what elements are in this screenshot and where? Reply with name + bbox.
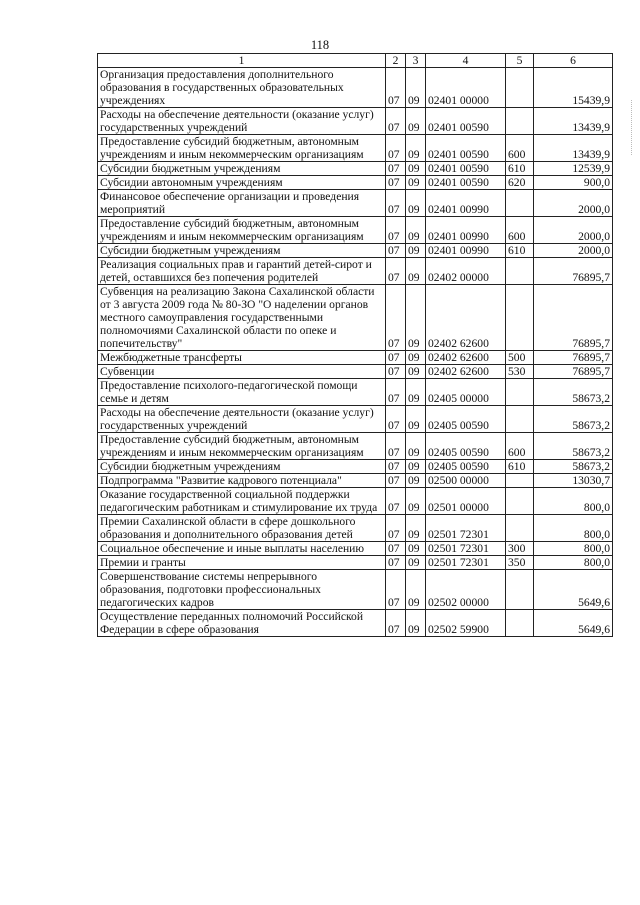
cell-c6: 2000,0 — [534, 244, 613, 258]
table-row — [98, 217, 613, 244]
cell-c5: 610 — [506, 162, 534, 176]
cell-c6: 5649,6 — [534, 610, 613, 637]
table-row — [98, 68, 613, 108]
cell-c3: 09 — [406, 190, 426, 217]
cell-name: Субвенция на реализацию Закона Сахалинской области от 3 августа 2009 года № 80-ЗО "О наделении органов местного самоуправления государственными полномочиями Сахалинской области по опеке и попечительству" — [98, 285, 386, 351]
table-row — [98, 610, 613, 637]
cell-c6: 76895,7 — [534, 351, 613, 365]
cell-c2: 07 — [386, 406, 406, 433]
cell-c3: 09 — [406, 474, 426, 488]
cell-name: Финансовое обеспечение организации и проведения мероприятий — [98, 190, 386, 217]
table-row — [98, 162, 613, 176]
table-row — [98, 176, 613, 190]
table-row — [98, 379, 613, 406]
cell-c5: 600 — [506, 217, 534, 244]
cell-c2: 07 — [386, 285, 406, 351]
cell-name: Субсидии автономным учреждениям — [98, 176, 386, 190]
cell-c4: 02401 00990 — [426, 244, 506, 258]
cell-c4: 02502 59900 — [426, 610, 506, 637]
cell-name: Подпрограмма "Развитие кадрового потенциала" — [98, 474, 386, 488]
cell-name: Предоставление субсидий бюджетным, автономным учреждениям и иным некоммерческим организациям — [98, 217, 386, 244]
cell-c5: 610 — [506, 244, 534, 258]
cell-c5 — [506, 379, 534, 406]
table-row — [98, 135, 613, 162]
column-header-4: 4 — [426, 54, 506, 68]
cell-c2: 07 — [386, 515, 406, 542]
cell-c3: 09 — [406, 379, 426, 406]
table-row — [98, 556, 613, 570]
cell-c5: 600 — [506, 433, 534, 460]
cell-c4: 02401 00990 — [426, 217, 506, 244]
cell-c2: 07 — [386, 570, 406, 610]
table-row — [98, 244, 613, 258]
column-header-1: 1 — [98, 54, 386, 68]
cell-c5: 620 — [506, 176, 534, 190]
cell-name: Премии и гранты — [98, 556, 386, 570]
cell-c4: 02501 72301 — [426, 556, 506, 570]
cell-c2: 07 — [386, 610, 406, 637]
cell-name: Субсидии бюджетным учреждениям — [98, 460, 386, 474]
cell-c2: 07 — [386, 176, 406, 190]
column-header-3: 3 — [406, 54, 426, 68]
cell-c3: 09 — [406, 108, 426, 135]
cell-name: Предоставление субсидий бюджетным, автономным учреждениям и иным некоммерческим организациям — [98, 433, 386, 460]
column-header-5: 5 — [506, 54, 534, 68]
cell-c2: 07 — [386, 379, 406, 406]
table-row — [98, 406, 613, 433]
cell-c4: 02401 00000 — [426, 68, 506, 108]
cell-c6: 13439,9 — [534, 108, 613, 135]
cell-c6: 13030,7 — [534, 474, 613, 488]
cell-c5 — [506, 515, 534, 542]
cell-c6: 15439,9 — [534, 68, 613, 108]
cell-c4: 02405 00590 — [426, 460, 506, 474]
cell-c2: 07 — [386, 556, 406, 570]
cell-c5: 500 — [506, 351, 534, 365]
cell-name: Организация предоставления дополнительного образования в государственных образовательных учреждениях — [98, 68, 386, 108]
cell-c6: 76895,7 — [534, 258, 613, 285]
cell-c6: 58673,2 — [534, 433, 613, 460]
cell-c2: 07 — [386, 488, 406, 515]
cell-c3: 09 — [406, 433, 426, 460]
cell-c5: 350 — [506, 556, 534, 570]
cell-c2: 07 — [386, 108, 406, 135]
cell-c2: 07 — [386, 217, 406, 244]
cell-c3: 09 — [406, 556, 426, 570]
cell-c5 — [506, 190, 534, 217]
cell-c4: 02402 62600 — [426, 351, 506, 365]
cell-c6: 800,0 — [534, 515, 613, 542]
cell-c3: 09 — [406, 258, 426, 285]
cell-c6: 2000,0 — [534, 190, 613, 217]
table-row — [98, 108, 613, 135]
cell-c4: 02402 00000 — [426, 258, 506, 285]
cell-c2: 07 — [386, 365, 406, 379]
cell-name: Субвенции — [98, 365, 386, 379]
cell-c5 — [506, 406, 534, 433]
cell-name: Оказание государственной социальной поддержки педагогическим работникам и стимулирование их труда — [98, 488, 386, 515]
cell-c5: 610 — [506, 460, 534, 474]
cell-c2: 07 — [386, 135, 406, 162]
table-row — [98, 285, 613, 351]
cell-c2: 07 — [386, 433, 406, 460]
cell-c3: 09 — [406, 406, 426, 433]
column-header-2: 2 — [386, 54, 406, 68]
cell-c4: 02502 00000 — [426, 570, 506, 610]
cell-c6: 13439,9 — [534, 135, 613, 162]
cell-c4: 02401 00990 — [426, 190, 506, 217]
cell-c4: 02501 72301 — [426, 542, 506, 556]
cell-c2: 07 — [386, 474, 406, 488]
cell-c4: 02401 00590 — [426, 108, 506, 135]
cell-c3: 09 — [406, 542, 426, 556]
cell-c4: 02405 00590 — [426, 406, 506, 433]
table-row — [98, 488, 613, 515]
cell-c5 — [506, 474, 534, 488]
cell-name: Осуществление переданных полномочий Российской Федерации в сфере образования — [98, 610, 386, 637]
cell-name: Социальное обеспечение и иные выплаты населению — [98, 542, 386, 556]
cell-c2: 07 — [386, 542, 406, 556]
cell-c6: 2000,0 — [534, 217, 613, 244]
table-row — [98, 351, 613, 365]
cell-c6: 900,0 — [534, 176, 613, 190]
cell-c4: 02401 00590 — [426, 176, 506, 190]
cell-name: Реализация социальных прав и гарантий детей-сирот и детей, оставшихся без попечения родителей — [98, 258, 386, 285]
cell-c3: 09 — [406, 610, 426, 637]
table-row — [98, 570, 613, 610]
column-header-6: 6 — [534, 54, 613, 68]
margin-mark — [631, 100, 637, 155]
cell-c6: 76895,7 — [534, 365, 613, 379]
cell-c3: 09 — [406, 488, 426, 515]
cell-c6: 58673,2 — [534, 379, 613, 406]
cell-c2: 07 — [386, 190, 406, 217]
cell-c5 — [506, 68, 534, 108]
table-row — [98, 474, 613, 488]
cell-c2: 07 — [386, 258, 406, 285]
cell-c3: 09 — [406, 351, 426, 365]
table-row — [98, 460, 613, 474]
cell-c3: 09 — [406, 162, 426, 176]
cell-name: Межбюджетные трансферты — [98, 351, 386, 365]
cell-c5 — [506, 488, 534, 515]
cell-name: Расходы на обеспечение деятельности (оказание услуг) государственных учреждений — [98, 406, 386, 433]
cell-c2: 07 — [386, 68, 406, 108]
cell-c4: 02501 72301 — [426, 515, 506, 542]
cell-name: Премии Сахалинской области в сфере дошкольного образования и дополнительного образования детей — [98, 515, 386, 542]
cell-c4: 02405 00590 — [426, 433, 506, 460]
cell-c6: 5649,6 — [534, 570, 613, 610]
cell-c5 — [506, 610, 534, 637]
cell-c4: 02500 00000 — [426, 474, 506, 488]
cell-c3: 09 — [406, 176, 426, 190]
cell-c3: 09 — [406, 285, 426, 351]
cell-c3: 09 — [406, 244, 426, 258]
cell-name: Совершенствование системы непрерывного образования, подготовки профессиональных педагогических кадров — [98, 570, 386, 610]
cell-c2: 07 — [386, 244, 406, 258]
table-header-row — [98, 54, 613, 68]
cell-c3: 09 — [406, 135, 426, 162]
cell-c5: 600 — [506, 135, 534, 162]
cell-c3: 09 — [406, 515, 426, 542]
table-row — [98, 542, 613, 556]
cell-c3: 09 — [406, 68, 426, 108]
table-row — [98, 433, 613, 460]
table-row — [98, 515, 613, 542]
cell-c6: 58673,2 — [534, 406, 613, 433]
cell-c5 — [506, 108, 534, 135]
table-row — [98, 190, 613, 217]
cell-name: Расходы на обеспечение деятельности (оказание услуг) государственных учреждений — [98, 108, 386, 135]
cell-c2: 07 — [386, 351, 406, 365]
cell-c2: 07 — [386, 460, 406, 474]
cell-c6: 800,0 — [534, 556, 613, 570]
cell-name: Предоставление субсидий бюджетным, автономным учреждениям и иным некоммерческим организациям — [98, 135, 386, 162]
cell-c5 — [506, 285, 534, 351]
cell-c5 — [506, 258, 534, 285]
budget-table — [97, 53, 613, 637]
cell-c6: 58673,2 — [534, 460, 613, 474]
cell-c3: 09 — [406, 217, 426, 244]
cell-c5: 530 — [506, 365, 534, 379]
table-row — [98, 365, 613, 379]
cell-name: Предоставление психолого-педагогической помощи семье и детям — [98, 379, 386, 406]
cell-c5 — [506, 570, 534, 610]
cell-c6: 76895,7 — [534, 285, 613, 351]
cell-c2: 07 — [386, 162, 406, 176]
table-row — [98, 258, 613, 285]
cell-c4: 02402 62600 — [426, 365, 506, 379]
cell-c6: 800,0 — [534, 488, 613, 515]
cell-c6: 800,0 — [534, 542, 613, 556]
cell-c5: 300 — [506, 542, 534, 556]
cell-c4: 02501 00000 — [426, 488, 506, 515]
cell-c4: 02405 00000 — [426, 379, 506, 406]
cell-c4: 02401 00590 — [426, 162, 506, 176]
cell-name: Субсидии бюджетным учреждениям — [98, 162, 386, 176]
cell-c6: 12539,9 — [534, 162, 613, 176]
cell-c3: 09 — [406, 460, 426, 474]
cell-c3: 09 — [406, 570, 426, 610]
cell-c4: 02401 00590 — [426, 135, 506, 162]
cell-name: Субсидии бюджетным учреждениям — [98, 244, 386, 258]
cell-c4: 02402 62600 — [426, 285, 506, 351]
page-number: 118 — [310, 38, 330, 52]
cell-c3: 09 — [406, 365, 426, 379]
